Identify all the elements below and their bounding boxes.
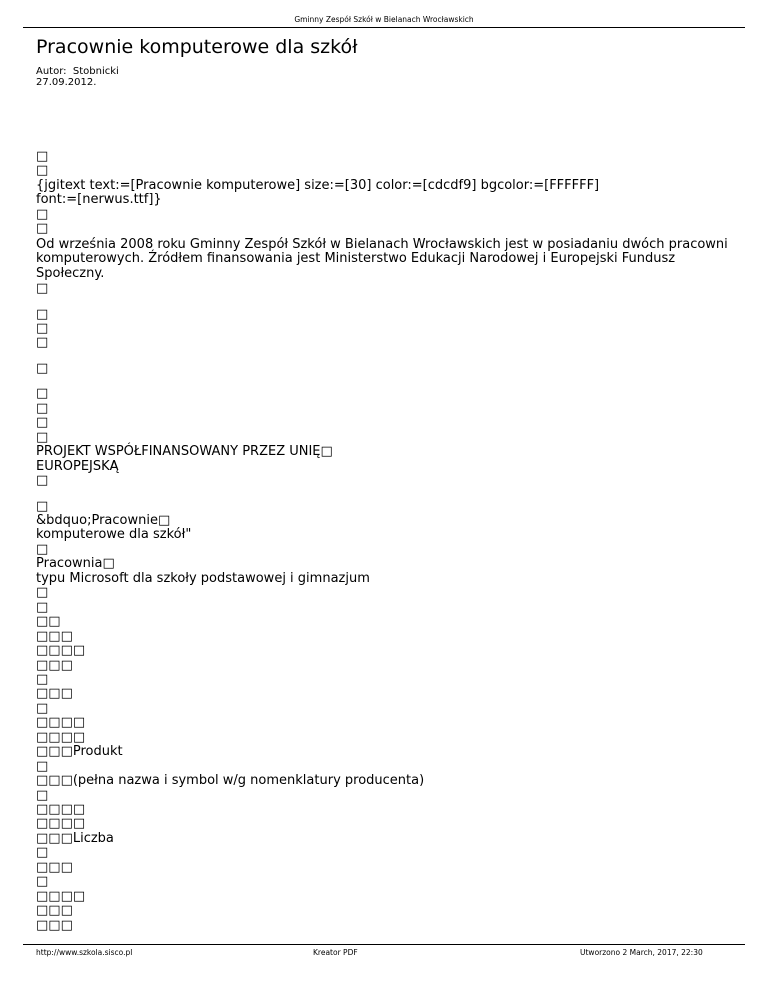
project-name-line: &bdquo;Pracownie□ (36, 512, 171, 528)
article-title: Pracownie komputerowe dla szkół (36, 36, 358, 58)
body-line: □ (36, 400, 49, 416)
body-line: □□□□ (36, 816, 86, 832)
body-line: □ (36, 163, 49, 179)
body-line: □□□□ (36, 715, 86, 731)
body-line: □ (36, 700, 49, 716)
footer-rule (23, 944, 745, 945)
body-line: □□□□ (36, 729, 86, 745)
body-line: □□ (36, 614, 61, 630)
footer-created: Utworzono 2 March, 2017, 22:30 (580, 948, 703, 957)
body-line: □□□ (36, 917, 73, 933)
lab-type-line: Pracownia□ (36, 556, 115, 572)
body-line: □ (36, 429, 49, 445)
lab-type-line: typu Microsoft dla szkoły podstawowej i gimnazjum (36, 570, 370, 586)
jgitext-code-line: {jgitext text:=[Pracownie komputerowe] size:=[30] color:=[cdcdf9] bgcolor:=[FFFFFF] (36, 177, 600, 193)
body-line: □□□□ (36, 643, 86, 659)
body-line: □ (36, 206, 49, 222)
header-rule (23, 27, 745, 28)
body-line: □□□ (36, 657, 73, 673)
body-line: □□□□ (36, 802, 86, 818)
table-header-product-note: □□□(pełna nazwa i symbol w/g nomenklatury producenta) (36, 773, 425, 789)
spacer (36, 297, 736, 308)
intro-paragraph: Od września 2008 roku Gminny Zespół Szkół w Bielanach Wrocławskich jest w posiadaniu dwóch pracowni komputerowych. Źródłem finansowania jest Ministerstwo Edukacji Narodowej i Europejski Fundusz Społeczny. (36, 236, 728, 281)
body-line: □ (36, 473, 49, 489)
body-line: □ (36, 320, 49, 336)
author-line: Autor: Stobnicki (36, 66, 119, 77)
project-heading-line: PROJEKT WSPÓŁFINANSOWANY PRZEZ UNIĘ□ (36, 444, 333, 460)
table-header-quantity: □□□Liczba (36, 830, 114, 846)
spacer (36, 351, 736, 362)
body-line: □ (36, 845, 49, 861)
body-line: □ (36, 335, 49, 351)
body-line: □ (36, 498, 49, 514)
article-body (36, 150, 736, 933)
body-line: □□□ (36, 628, 73, 644)
project-heading-line: EUROPEJSKĄ (36, 458, 119, 474)
body-line: □□□ (36, 686, 73, 702)
body-line: □ (36, 221, 49, 237)
body-line: □ (36, 386, 49, 402)
body-line: □ (36, 541, 49, 557)
body-line: □ (36, 585, 49, 601)
body-line: □ (36, 671, 49, 687)
footer-url: http://www.szkola.sisco.pl (36, 948, 133, 957)
body-line: □ (36, 787, 49, 803)
body-line: □ (36, 281, 49, 297)
body-line: □ (36, 874, 49, 890)
body-line: □ (36, 306, 49, 322)
body-line: □ (36, 360, 49, 376)
body-line: □ (36, 149, 49, 164)
body-line: □□□□ (36, 888, 86, 904)
body-line: □ (36, 415, 49, 431)
jgitext-code-line: font:=[nerwus.ttf]} (36, 192, 162, 208)
project-name-line: komputerowe dla szkół" (36, 527, 192, 543)
page-header-school: Gminny Zespół Szkół w Bielanach Wrocławskich (294, 15, 474, 24)
article-date: 27.09.2012. (36, 77, 97, 88)
spacer (36, 489, 736, 500)
article-meta (36, 66, 119, 88)
table-header-product: □□□Produkt (36, 744, 123, 760)
body-line: □□□ (36, 903, 73, 919)
footer-generator: Kreator PDF (313, 948, 358, 957)
body-line: □□□ (36, 859, 73, 875)
body-line: □ (36, 758, 49, 774)
body-line: □ (36, 599, 49, 615)
spacer (36, 376, 736, 387)
